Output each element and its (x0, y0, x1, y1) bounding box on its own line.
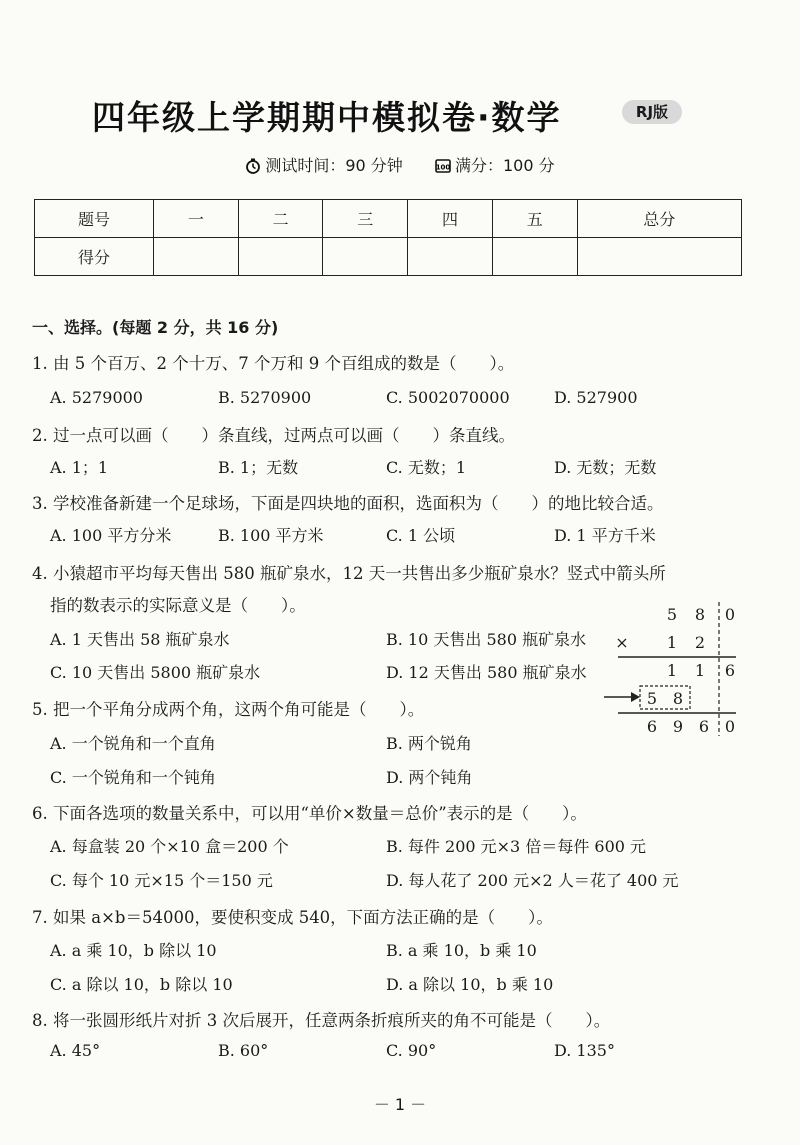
calc-digit: 6 (724, 661, 736, 680)
question-2-stem: 2. 过一点可以画（ ）条直线，过两点可以画（ ）条直线。 (32, 426, 515, 445)
page-title: 四年级上学期期中模拟卷·数学 (92, 98, 562, 137)
q6-option-c: C. 每个 10 元×15 个＝150 元 (50, 871, 273, 890)
test-time: 测试时间：90 分钟 (265, 156, 403, 175)
q3-option-d: D. 1 平方千米 (554, 526, 656, 545)
q6-option-b: B. 每件 200 元×3 倍＝每件 600 元 (386, 837, 647, 856)
q5-option-d: D. 两个钝角 (386, 768, 473, 787)
score-entry-cell[interactable] (408, 238, 493, 276)
table-cell: 一 (154, 200, 239, 238)
table-cell: 三 (323, 200, 408, 238)
calc-digit: 8 (694, 605, 706, 624)
question-8-stem: 8. 将一张圆形纸片对折 3 次后展开，任意两条折痕所夹的角不可能是（ ）。 (32, 1011, 611, 1030)
table-cell: 四 (408, 200, 493, 238)
q7-option-d: D. a 除以 10，b 乘 10 (386, 975, 554, 994)
q4-option-a: A. 1 天售出 58 瓶矿泉水 (50, 630, 230, 649)
q2-option-a: A. 1；1 (50, 458, 109, 477)
q5-option-b: B. 两个锐角 (386, 734, 472, 753)
q1-option-d: D. 527900 (554, 388, 638, 407)
q4-option-c: C. 10 天售出 5800 瓶矿泉水 (50, 663, 261, 682)
table-cell: 二 (238, 200, 323, 238)
calc-digit: 5 (666, 605, 678, 624)
calc-digit: 8 (672, 689, 684, 708)
calc-digit: 0 (724, 605, 736, 624)
table-cell: 总分 (577, 200, 741, 238)
title-row (0, 92, 800, 142)
calc-digit: 1 (694, 661, 706, 680)
question-6-stem: 6. 下面各选项的数量关系中，可以用“单价×数量＝总价”表示的是（ ）。 (32, 804, 587, 823)
score-entry-cell[interactable] (323, 238, 408, 276)
q7-option-a: A. a 乘 10，b 除以 10 (50, 941, 217, 960)
table-cell: 得分 (35, 238, 154, 276)
question-4-stem-continued: 指的数表示的实际意义是（ ）。 (50, 596, 306, 615)
score-icon (435, 158, 451, 178)
q8-option-b: B. 60° (218, 1041, 269, 1060)
question-4-stem: 4. 小猿超市平均每天售出 580 瓶矿泉水，12 天一共售出多少瓶矿泉水？竖式中箭头所 (32, 564, 666, 583)
question-3-stem: 3. 学校准备新建一个足球场，下面是四块地的面积，选面积为（ ）的地比较合适。 (32, 494, 664, 513)
table-cell: 五 (492, 200, 577, 238)
vertical-multiplication (600, 598, 750, 738)
q1-option-c: C. 5002070000 (386, 388, 510, 407)
q5-option-c: C. 一个锐角和一个钝角 (50, 768, 216, 787)
calc-times-sign: × (615, 633, 629, 652)
q5-option-a: A. 一个锐角和一个直角 (50, 734, 216, 753)
calc-digit: 0 (724, 717, 736, 736)
score-entry-cell[interactable] (577, 238, 741, 276)
q2-option-d: D. 无数；无数 (554, 458, 657, 477)
score-entry-cell[interactable] (154, 238, 239, 276)
arrow-icon (604, 692, 640, 702)
q3-option-c: C. 1 公顷 (386, 526, 456, 545)
table-cell: 题号 (35, 200, 154, 238)
q8-option-a: A. 45° (50, 1041, 101, 1060)
page-number: － 1 － (373, 1095, 427, 1114)
q7-option-b: B. a 乘 10，b 乘 10 (386, 941, 537, 960)
q6-option-d: D. 每人花了 200 元×2 人＝花了 400 元 (386, 871, 679, 890)
calc-digit: 2 (694, 633, 706, 652)
q2-option-b: B. 1；无数 (218, 458, 299, 477)
calc-digit: 9 (672, 717, 684, 736)
calc-digit: 5 (646, 689, 658, 708)
section-heading: 一、选择。(每题 2 分，共 16 分) (32, 318, 279, 337)
score-entry-cell[interactable] (492, 238, 577, 276)
calc-digit: 6 (698, 717, 710, 736)
score-table (34, 199, 742, 276)
q8-option-c: C. 90° (386, 1041, 437, 1060)
svg-text:100: 100 (435, 163, 451, 172)
q3-option-a: A. 100 平方分米 (50, 526, 172, 545)
question-5-stem: 5. 把一个平角分成两个角，这两个角可能是（ ）。 (32, 700, 425, 719)
calc-digit: 6 (646, 717, 658, 736)
q1-option-b: B. 5270900 (218, 388, 312, 407)
score-entry-cell[interactable] (238, 238, 323, 276)
q1-option-a: A. 5279000 (50, 388, 143, 407)
score-table-header-row (35, 200, 742, 238)
score-table-score-row (35, 238, 742, 276)
stopwatch-icon (245, 158, 261, 178)
calc-digit: 1 (666, 633, 678, 652)
q2-option-c: C. 无数；1 (386, 458, 467, 477)
calc-digit: 1 (666, 661, 678, 680)
q3-option-b: B. 100 平方米 (218, 526, 324, 545)
q6-option-a: A. 每盒装 20 个×10 盒＝200 个 (50, 837, 289, 856)
full-score: 满分：100 分 (455, 156, 555, 175)
q7-option-c: C. a 除以 10，b 除以 10 (50, 975, 233, 994)
question-7-stem: 7. 如果 a×b＝54000，要使积变成 540，下面方法正确的是（ ）。 (32, 908, 553, 927)
q4-option-b: B. 10 天售出 580 瓶矿泉水 (386, 630, 587, 649)
exam-meta (0, 153, 800, 178)
edition-badge: RJ版 (622, 100, 682, 124)
q8-option-d: D. 135° (554, 1041, 615, 1060)
question-1-stem: 1. 由 5 个百万、2 个十万、7 个万和 9 个百组成的数是（ ）。 (32, 354, 515, 373)
q4-option-d: D. 12 天售出 580 瓶矿泉水 (386, 663, 587, 682)
